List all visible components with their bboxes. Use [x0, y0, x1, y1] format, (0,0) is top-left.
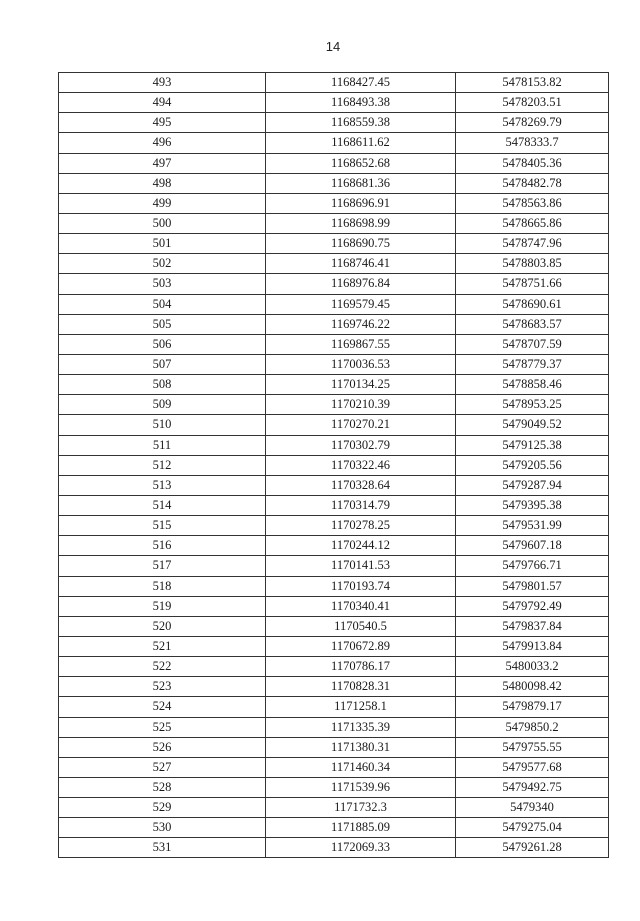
table-row	[59, 193, 609, 213]
point-number-cell: 513	[59, 475, 266, 495]
point-number-cell: 528	[59, 777, 266, 797]
coordinates-table-body	[59, 73, 609, 858]
point-number-cell: 494	[59, 93, 266, 113]
point-number-cell: 514	[59, 495, 266, 515]
point-number-cell: 511	[59, 435, 266, 455]
point-number-cell: 506	[59, 334, 266, 354]
table-row	[59, 697, 609, 717]
point-number-cell: 517	[59, 556, 266, 576]
y-coordinate-cell: 5479837.84	[456, 616, 609, 636]
point-number-cell: 515	[59, 516, 266, 536]
y-coordinate-cell: 5479801.57	[456, 576, 609, 596]
x-coordinate-cell: 1171539.96	[266, 777, 456, 797]
x-coordinate-cell: 1171460.34	[266, 757, 456, 777]
point-number-cell: 501	[59, 234, 266, 254]
y-coordinate-cell: 5479755.55	[456, 737, 609, 757]
y-coordinate-cell: 5479049.52	[456, 415, 609, 435]
y-coordinate-cell: 5479577.68	[456, 757, 609, 777]
point-number-cell: 508	[59, 375, 266, 395]
coordinates-table	[58, 72, 609, 858]
table-row	[59, 657, 609, 677]
y-coordinate-cell: 5478269.79	[456, 113, 609, 133]
y-coordinate-cell: 5479287.94	[456, 475, 609, 495]
x-coordinate-cell: 1170141.53	[266, 556, 456, 576]
point-number-cell: 496	[59, 133, 266, 153]
x-coordinate-cell: 1168652.68	[266, 153, 456, 173]
y-coordinate-cell: 5479766.71	[456, 556, 609, 576]
y-coordinate-cell: 5478563.86	[456, 193, 609, 213]
y-coordinate-cell: 5479395.38	[456, 495, 609, 515]
point-number-cell: 495	[59, 113, 266, 133]
x-coordinate-cell: 1171885.09	[266, 818, 456, 838]
x-coordinate-cell: 1171335.39	[266, 717, 456, 737]
table-row	[59, 375, 609, 395]
y-coordinate-cell: 5479205.56	[456, 455, 609, 475]
y-coordinate-cell: 5479792.49	[456, 596, 609, 616]
point-number-cell: 502	[59, 254, 266, 274]
x-coordinate-cell: 1168427.45	[266, 73, 456, 93]
point-number-cell: 510	[59, 415, 266, 435]
point-number-cell: 516	[59, 536, 266, 556]
x-coordinate-cell: 1168493.38	[266, 93, 456, 113]
table-row	[59, 173, 609, 193]
y-coordinate-cell: 5479261.28	[456, 838, 609, 858]
point-number-cell: 507	[59, 354, 266, 374]
point-number-cell: 503	[59, 274, 266, 294]
y-coordinate-cell: 5478153.82	[456, 73, 609, 93]
table-row	[59, 818, 609, 838]
table-row	[59, 717, 609, 737]
y-coordinate-cell: 5478953.25	[456, 395, 609, 415]
x-coordinate-cell: 1170244.12	[266, 536, 456, 556]
x-coordinate-cell: 1170322.46	[266, 455, 456, 475]
x-coordinate-cell: 1169579.45	[266, 294, 456, 314]
point-number-cell: 519	[59, 596, 266, 616]
x-coordinate-cell: 1170036.53	[266, 354, 456, 374]
table-row	[59, 616, 609, 636]
y-coordinate-cell: 5478747.96	[456, 234, 609, 254]
table-row	[59, 113, 609, 133]
y-coordinate-cell: 5479879.17	[456, 697, 609, 717]
y-coordinate-cell: 5478803.85	[456, 254, 609, 274]
y-coordinate-cell: 5479340	[456, 798, 609, 818]
point-number-cell: 509	[59, 395, 266, 415]
y-coordinate-cell: 5480033.2	[456, 657, 609, 677]
y-coordinate-cell: 5479531.99	[456, 516, 609, 536]
y-coordinate-cell: 5478858.46	[456, 375, 609, 395]
y-coordinate-cell: 5478665.86	[456, 213, 609, 233]
y-coordinate-cell: 5479607.18	[456, 536, 609, 556]
x-coordinate-cell: 1168559.38	[266, 113, 456, 133]
point-number-cell: 499	[59, 193, 266, 213]
table-row	[59, 435, 609, 455]
table-row	[59, 133, 609, 153]
point-number-cell: 520	[59, 616, 266, 636]
table-row	[59, 254, 609, 274]
x-coordinate-cell: 1170302.79	[266, 435, 456, 455]
x-coordinate-cell: 1168698.99	[266, 213, 456, 233]
table-row	[59, 636, 609, 656]
x-coordinate-cell: 1170828.31	[266, 677, 456, 697]
table-row	[59, 516, 609, 536]
y-coordinate-cell: 5479850.2	[456, 717, 609, 737]
point-number-cell: 505	[59, 314, 266, 334]
x-coordinate-cell: 1170193.74	[266, 576, 456, 596]
x-coordinate-cell: 1170134.25	[266, 375, 456, 395]
point-number-cell: 522	[59, 657, 266, 677]
x-coordinate-cell: 1170786.17	[266, 657, 456, 677]
x-coordinate-cell: 1170672.89	[266, 636, 456, 656]
y-coordinate-cell: 5479125.38	[456, 435, 609, 455]
y-coordinate-cell: 5479492.75	[456, 777, 609, 797]
point-number-cell: 512	[59, 455, 266, 475]
point-number-cell: 529	[59, 798, 266, 818]
table-row	[59, 838, 609, 858]
point-number-cell: 526	[59, 737, 266, 757]
table-row	[59, 395, 609, 415]
x-coordinate-cell: 1170328.64	[266, 475, 456, 495]
x-coordinate-cell: 1170270.21	[266, 415, 456, 435]
table-row	[59, 73, 609, 93]
y-coordinate-cell: 5479275.04	[456, 818, 609, 838]
table-row	[59, 455, 609, 475]
point-number-cell: 521	[59, 636, 266, 656]
point-number-cell: 530	[59, 818, 266, 838]
y-coordinate-cell: 5478751.66	[456, 274, 609, 294]
x-coordinate-cell: 1169867.55	[266, 334, 456, 354]
point-number-cell: 527	[59, 757, 266, 777]
y-coordinate-cell: 5478779.37	[456, 354, 609, 374]
point-number-cell: 498	[59, 173, 266, 193]
y-coordinate-cell: 5478683.57	[456, 314, 609, 334]
x-coordinate-cell: 1168681.36	[266, 173, 456, 193]
y-coordinate-cell: 5480098.42	[456, 677, 609, 697]
x-coordinate-cell: 1170314.79	[266, 495, 456, 515]
table-row	[59, 274, 609, 294]
table-row	[59, 314, 609, 334]
table-row	[59, 93, 609, 113]
x-coordinate-cell: 1170278.25	[266, 516, 456, 536]
x-coordinate-cell: 1172069.33	[266, 838, 456, 858]
table-row	[59, 556, 609, 576]
point-number-cell: 525	[59, 717, 266, 737]
page-number: 14	[325, 39, 341, 54]
x-coordinate-cell: 1169746.22	[266, 314, 456, 334]
table-row	[59, 153, 609, 173]
table-row	[59, 677, 609, 697]
table-row	[59, 536, 609, 556]
point-number-cell: 500	[59, 213, 266, 233]
point-number-cell: 531	[59, 838, 266, 858]
y-coordinate-cell: 5478482.78	[456, 173, 609, 193]
table-row	[59, 415, 609, 435]
x-coordinate-cell: 1168696.91	[266, 193, 456, 213]
x-coordinate-cell: 1168746.41	[266, 254, 456, 274]
x-coordinate-cell: 1171258.1	[266, 697, 456, 717]
point-number-cell: 518	[59, 576, 266, 596]
point-number-cell: 504	[59, 294, 266, 314]
table-row	[59, 294, 609, 314]
point-number-cell: 493	[59, 73, 266, 93]
x-coordinate-cell: 1171380.31	[266, 737, 456, 757]
y-coordinate-cell: 5478333.7	[456, 133, 609, 153]
point-number-cell: 523	[59, 677, 266, 697]
y-coordinate-cell: 5478203.51	[456, 93, 609, 113]
y-coordinate-cell: 5478690.61	[456, 294, 609, 314]
table-row	[59, 354, 609, 374]
x-coordinate-cell: 1168690.75	[266, 234, 456, 254]
table-row	[59, 495, 609, 515]
x-coordinate-cell: 1170540.5	[266, 616, 456, 636]
table-row	[59, 334, 609, 354]
y-coordinate-cell: 5478405.36	[456, 153, 609, 173]
x-coordinate-cell: 1170340.41	[266, 596, 456, 616]
table-row	[59, 213, 609, 233]
table-row	[59, 777, 609, 797]
table-row	[59, 798, 609, 818]
table-row	[59, 576, 609, 596]
point-number-cell: 524	[59, 697, 266, 717]
x-coordinate-cell: 1170210.39	[266, 395, 456, 415]
y-coordinate-cell: 5479913.84	[456, 636, 609, 656]
x-coordinate-cell: 1168976.84	[266, 274, 456, 294]
table-row	[59, 234, 609, 254]
table-row	[59, 757, 609, 777]
table-row	[59, 596, 609, 616]
table-row	[59, 475, 609, 495]
table-row	[59, 737, 609, 757]
point-number-cell: 497	[59, 153, 266, 173]
x-coordinate-cell: 1168611.62	[266, 133, 456, 153]
y-coordinate-cell: 5478707.59	[456, 334, 609, 354]
x-coordinate-cell: 1171732.3	[266, 798, 456, 818]
